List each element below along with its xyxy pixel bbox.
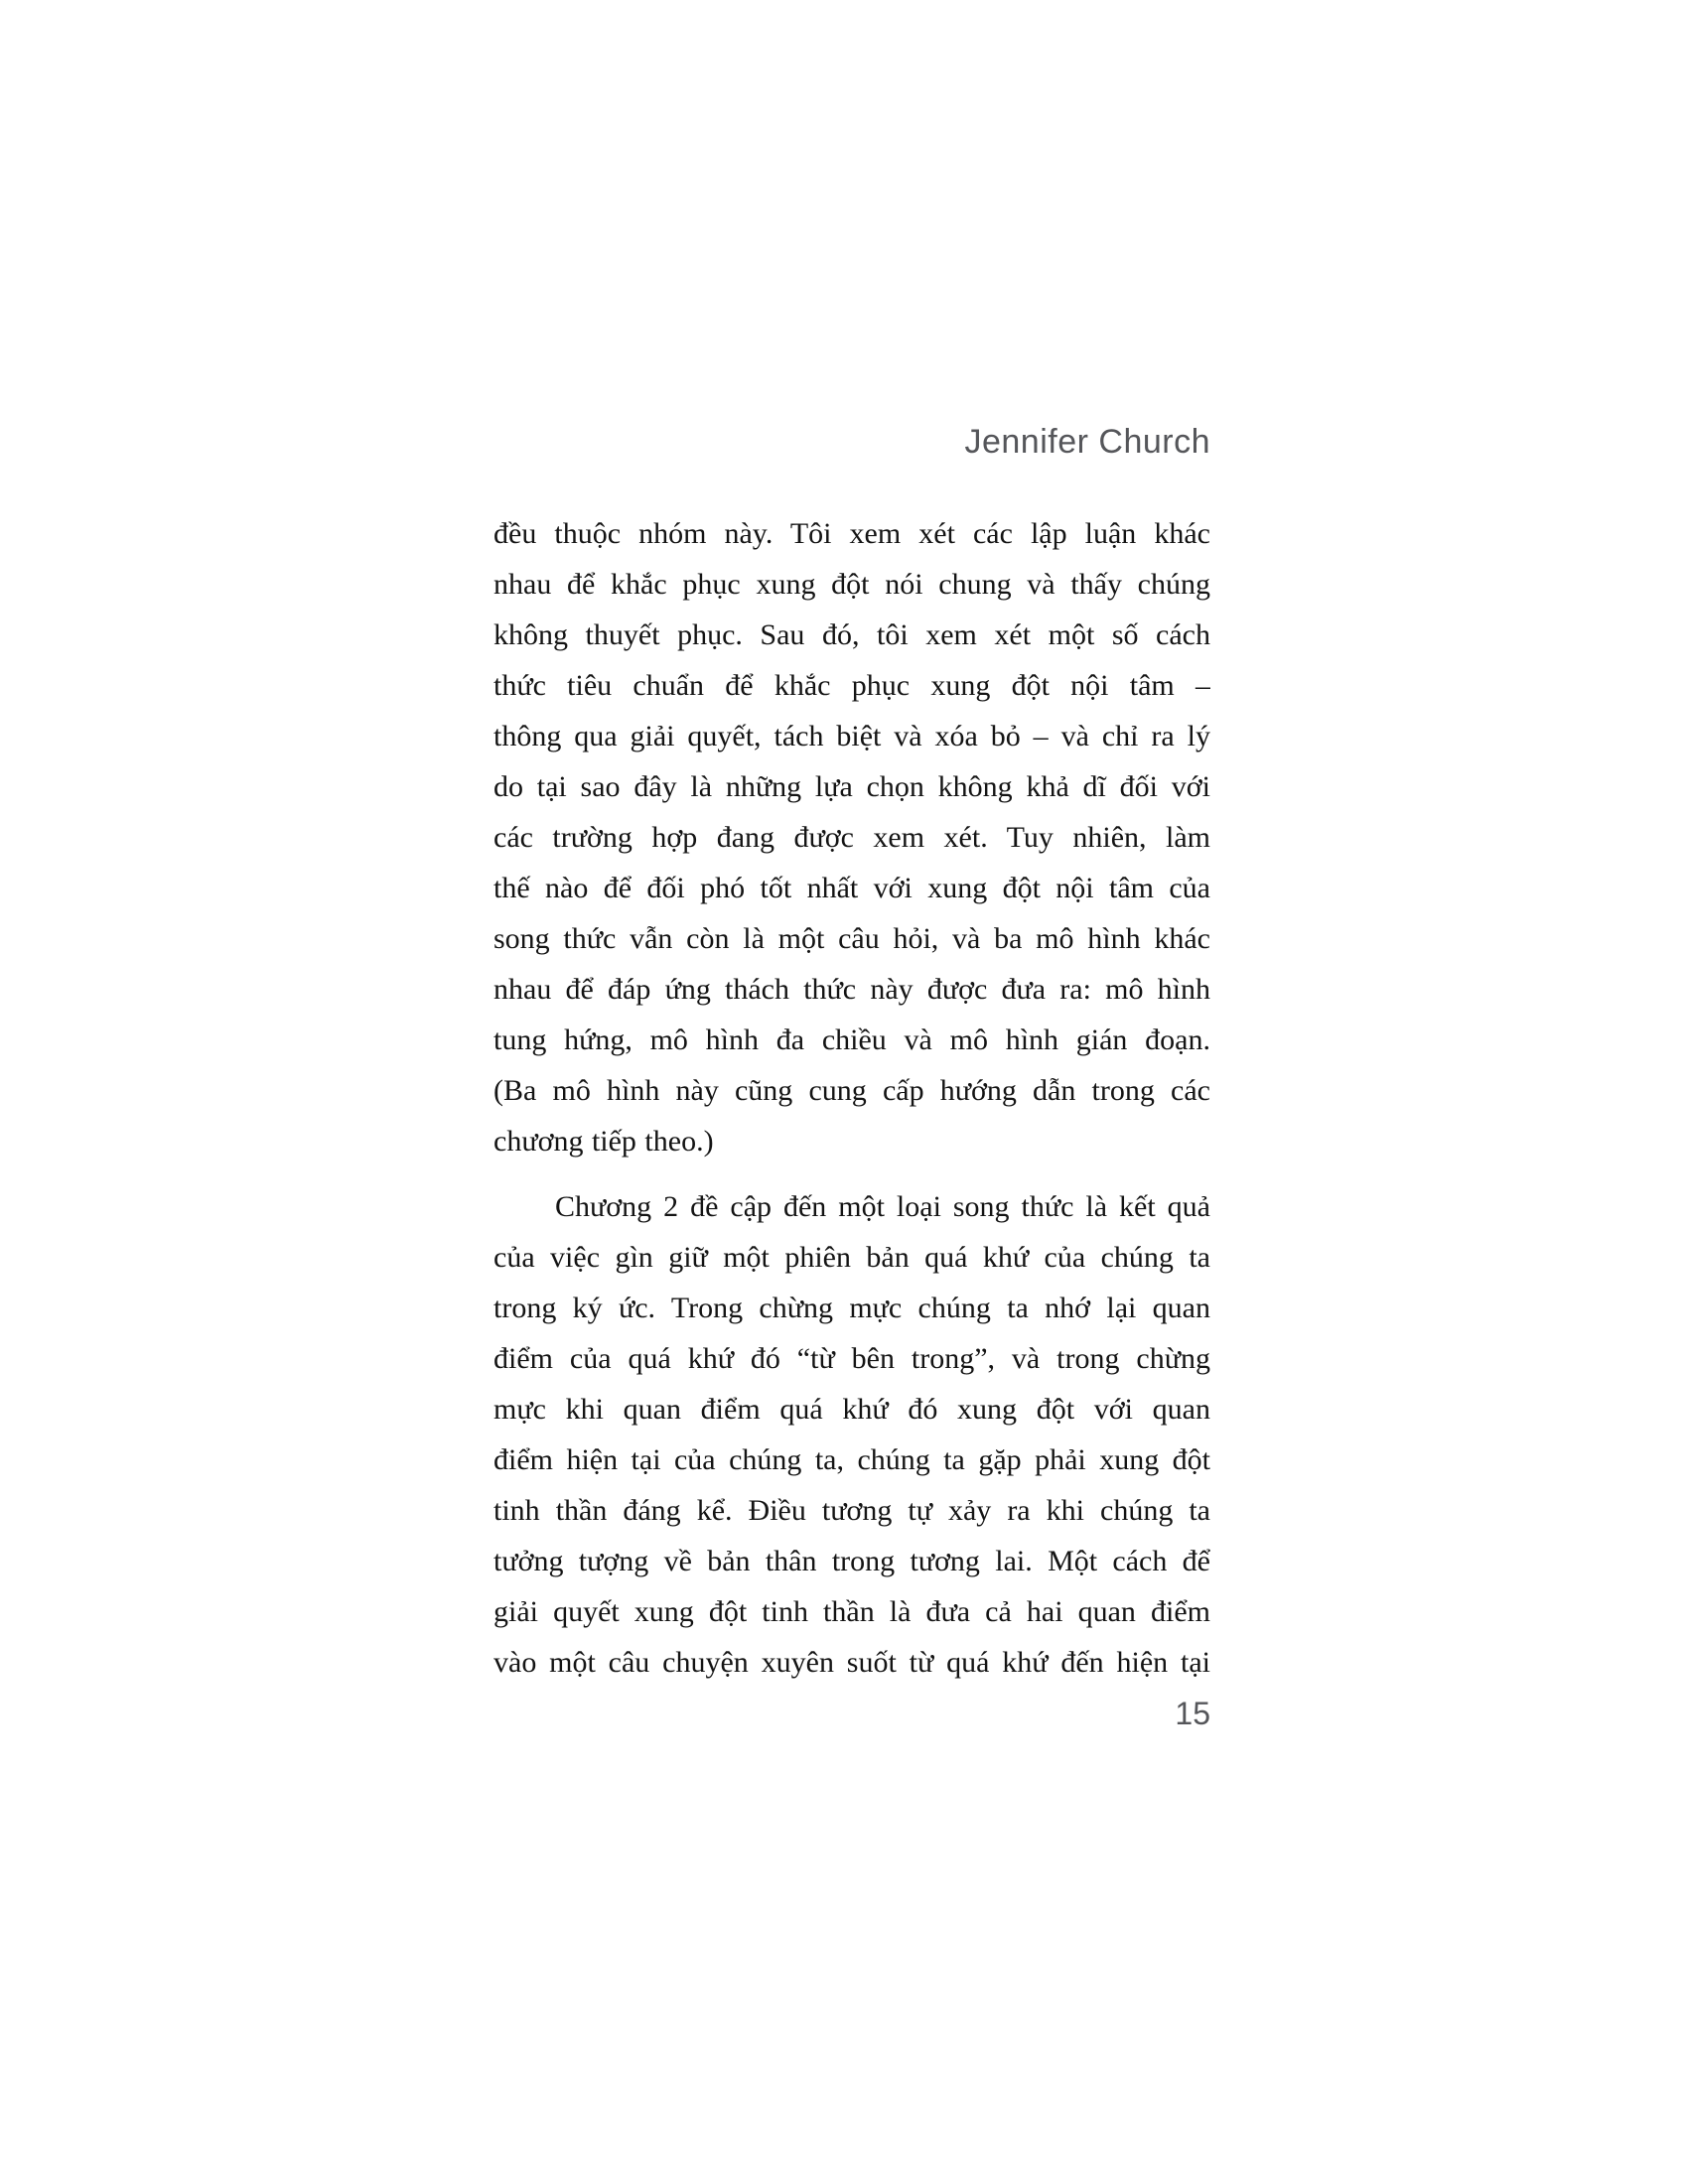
text-line: Chương 2 đề cập đến một loại song thức là kết quả: [555, 1190, 1210, 1223]
text-line: (Ba mô hình này cũng cung cấp hướng dẫn trong các: [493, 1074, 1210, 1107]
paragraph: [493, 508, 1210, 1166]
text-line: chương tiếp theo.): [493, 1125, 714, 1158]
text-line: không thuyết phục. Sau đó, tôi xem xét một số cách: [493, 618, 1210, 651]
text-line: mực khi quan điểm quá khứ đó xung đột với quan: [493, 1393, 1210, 1426]
text-line: song thức vẫn còn là một câu hỏi, và ba mô hình khác: [493, 922, 1210, 955]
text-line: do tại sao đây là những lựa chọn không khả dĩ đối với: [493, 770, 1210, 803]
body-text-block: [493, 508, 1210, 1688]
page-number: 15: [1175, 1696, 1210, 1731]
text-line: đều thuộc nhóm này. Tôi xem xét các lập luận khác: [493, 517, 1210, 550]
text-line: thức tiêu chuẩn để khắc phục xung đột nội tâm –: [493, 669, 1210, 702]
paragraph: [493, 1181, 1210, 1688]
running-header-author: Jennifer Church: [964, 423, 1210, 461]
text-line: tung hứng, mô hình đa chiều và mô hình gián đoạn.: [493, 1024, 1210, 1056]
text-line: trong ký ức. Trong chừng mực chúng ta nhớ lại quan: [493, 1292, 1210, 1324]
text-line: các trường hợp đang được xem xét. Tuy nhiên, làm: [493, 821, 1210, 854]
text-line: của việc gìn giữ một phiên bản quá khứ của chúng ta: [493, 1241, 1210, 1274]
text-line: nhau để khắc phục xung đột nói chung và thấy chúng: [493, 568, 1210, 601]
text-line: giải quyết xung đột tinh thần là đưa cả hai quan điểm: [493, 1595, 1210, 1628]
text-line: tinh thần đáng kể. Điều tương tự xảy ra khi chúng ta: [493, 1494, 1210, 1527]
text-line: nhau để đáp ứng thách thức này được đưa ra: mô hình: [493, 973, 1210, 1006]
text-line: điểm hiện tại của chúng ta, chúng ta gặp phải xung đột: [493, 1443, 1210, 1476]
text-line: điểm của quá khứ đó “từ bên trong”, và trong chừng: [493, 1342, 1210, 1375]
text-line: vào một câu chuyện xuyên suốt từ quá khứ đến hiện tại: [493, 1646, 1210, 1679]
text-line: tưởng tượng về bản thân trong tương lai. Một cách để: [493, 1545, 1210, 1577]
text-line: thế nào để đối phó tốt nhất với xung đột nội tâm của: [493, 872, 1210, 904]
text-line: thông qua giải quyết, tách biệt và xóa bỏ – và chỉ ra lý: [493, 720, 1210, 752]
